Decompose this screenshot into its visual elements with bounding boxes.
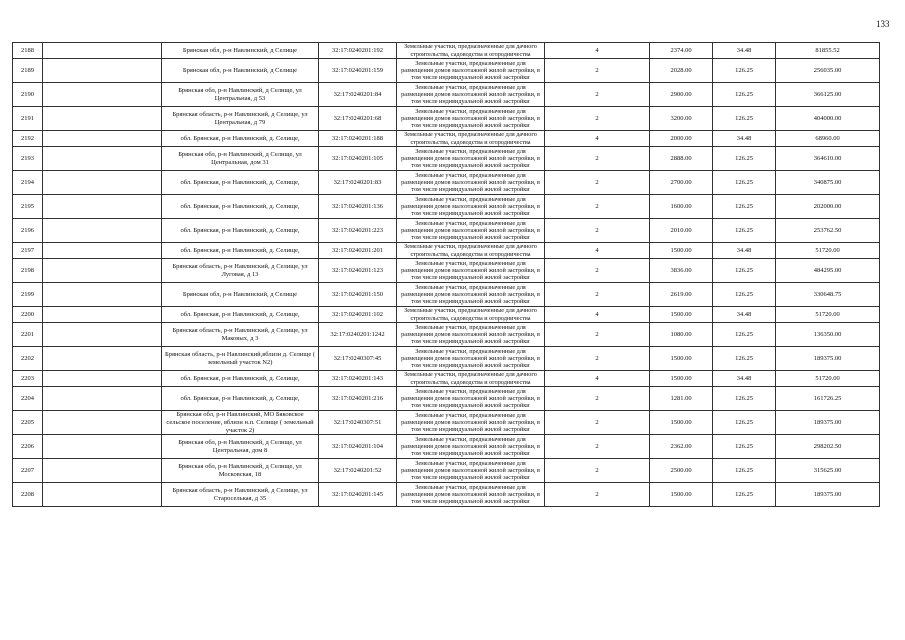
cadastral-value-cell: 404000.00 (776, 107, 880, 131)
area-cell: 2028.00 (650, 59, 713, 83)
cadastral-value-cell: 484295.00 (776, 259, 880, 283)
use-group-cell: 2 (545, 283, 650, 307)
area-cell: 3200.00 (650, 107, 713, 131)
table-row (13, 459, 880, 483)
address-cell: Брянская область, р-н Навлинский,вблизи д. Селище ( земельный участок N2) (162, 347, 319, 371)
specific-value-cell: 34.48 (713, 43, 776, 59)
cadastral-number-cell: 32:17:0240201:223 (319, 219, 397, 243)
cadastral-number-cell: 32:17:0240201:102 (319, 307, 397, 323)
area-cell: 2888.00 (650, 147, 713, 171)
address-cell: обл. Брянская, р-н Навлинский, д. Селище, (162, 371, 319, 387)
cadastral-number-cell: 32:17:0240201:188 (319, 131, 397, 147)
address-cell: обл. Брянская, р-н Навлинский, д. Селище, (162, 219, 319, 243)
table-row (13, 435, 880, 459)
address-cell: обл. Брянская, р-н Навлинский, д. Селище, (162, 243, 319, 259)
cadastral-number-cell: 32:17:0240201:159 (319, 59, 397, 83)
table-row (13, 171, 880, 195)
address-cell: Брянская обл, р-н Навлинский, д Селище, ул Центральная, д 53 (162, 83, 319, 107)
use-group-cell: 2 (545, 219, 650, 243)
row-number-cell: 2188 (13, 43, 43, 59)
use-group-cell: 2 (545, 435, 650, 459)
specific-value-cell: 126.25 (713, 59, 776, 83)
specific-value-cell: 126.25 (713, 147, 776, 171)
specific-value-cell: 126.25 (713, 411, 776, 435)
row-number-cell: 2207 (13, 459, 43, 483)
cadastral-number-cell: 32:17:0240201:1242 (319, 323, 397, 347)
land-use-purpose-cell: Земельные участки, предназначенные для размещения домов малоэтажной жилой застройки, в том числе индивидуальной жилой застройки (397, 323, 545, 347)
blank-cell (43, 411, 162, 435)
table-row (13, 147, 880, 171)
area-cell: 2900.00 (650, 83, 713, 107)
land-use-purpose-cell: Земельные участки, предназначенные для дачного строительства, садоводства и огородничества (397, 371, 545, 387)
cadastral-value-cell: 202000.00 (776, 195, 880, 219)
cadastral-number-cell: 32:17:0240201:104 (319, 435, 397, 459)
area-cell: 2374.00 (650, 43, 713, 59)
cadastral-value-cell: 256035.00 (776, 59, 880, 83)
table-row (13, 219, 880, 243)
use-group-cell: 2 (545, 147, 650, 171)
cadastral-value-cell: 330648.75 (776, 283, 880, 307)
land-use-purpose-cell: Земельные участки, предназначенные для размещения домов малоэтажной жилой застройки, в том числе индивидуальной жилой застройки (397, 483, 545, 507)
blank-cell (43, 147, 162, 171)
blank-cell (43, 483, 162, 507)
cadastral-number-cell: 32:17:0240201:150 (319, 283, 397, 307)
cadastral-number-cell: 32:17:0240201:84 (319, 83, 397, 107)
land-use-purpose-cell: Земельные участки, предназначенные для размещения домов малоэтажной жилой застройки, в том числе индивидуальной жилой застройки (397, 387, 545, 411)
land-use-purpose-cell: Земельные участки, предназначенные для дачного строительства, садоводства и огородничества (397, 243, 545, 259)
land-use-purpose-cell: Земельные участки, предназначенные для размещения домов малоэтажной жилой застройки, в том числе индивидуальной жилой застройки (397, 107, 545, 131)
specific-value-cell: 126.25 (713, 459, 776, 483)
blank-cell (43, 131, 162, 147)
land-use-purpose-cell: Земельные участки, предназначенные для размещения домов малоэтажной жилой застройки, в том числе индивидуальной жилой застройки (397, 195, 545, 219)
blank-cell (43, 107, 162, 131)
use-group-cell: 4 (545, 371, 650, 387)
table-row (13, 259, 880, 283)
row-number-cell: 2196 (13, 219, 43, 243)
row-number-cell: 2203 (13, 371, 43, 387)
specific-value-cell: 34.48 (713, 131, 776, 147)
cadastral-number-cell: 32:17:0240201:143 (319, 371, 397, 387)
land-use-purpose-cell: Земельные участки, предназначенные для размещения домов малоэтажной жилой застройки, в том числе индивидуальной жилой застройки (397, 459, 545, 483)
address-cell: Брянская область, р-н Навлинский, д Селище, ул Луговая, д 13 (162, 259, 319, 283)
blank-cell (43, 307, 162, 323)
address-cell: обл. Брянская, р-н Навлинский, д. Селище, (162, 387, 319, 411)
table-row (13, 387, 880, 411)
area-cell: 1500.00 (650, 307, 713, 323)
cadastral-number-cell: 32:17:0240201:68 (319, 107, 397, 131)
specific-value-cell: 126.25 (713, 83, 776, 107)
cadastral-value-cell: 81855.52 (776, 43, 880, 59)
row-number-cell: 2205 (13, 411, 43, 435)
blank-cell (43, 83, 162, 107)
address-cell: обл. Брянская, р-н Навлинский, д. Селище, (162, 131, 319, 147)
blank-cell (43, 347, 162, 371)
table-row (13, 411, 880, 435)
land-use-purpose-cell: Земельные участки, предназначенные для размещения домов малоэтажной жилой застройки, в том числе индивидуальной жилой застройки (397, 59, 545, 83)
area-cell: 2619.00 (650, 283, 713, 307)
cadastral-number-cell: 32:17:0240201:145 (319, 483, 397, 507)
specific-value-cell: 126.25 (713, 171, 776, 195)
specific-value-cell: 126.25 (713, 435, 776, 459)
area-cell: 1080.00 (650, 323, 713, 347)
table-row (13, 483, 880, 507)
area-cell: 3836.00 (650, 259, 713, 283)
table-row (13, 243, 880, 259)
row-number-cell: 2189 (13, 59, 43, 83)
address-cell: Брянская обл, р-н Навлинский, д Селище, ул Центральная, дом 8 (162, 435, 319, 459)
cadastral-value-cell: 68960.00 (776, 131, 880, 147)
land-use-purpose-cell: Земельные участки, предназначенные для размещения домов малоэтажной жилой застройки, в том числе индивидуальной жилой застройки (397, 171, 545, 195)
blank-cell (43, 435, 162, 459)
address-cell: Брянская область, р-н Навлинский, д Селище, ул Староселькая, д 35 (162, 483, 319, 507)
cadastral-number-cell: 32:17:0240201:105 (319, 147, 397, 171)
area-cell: 2010.00 (650, 219, 713, 243)
cadastral-number-cell: 32:17:0240201:123 (319, 259, 397, 283)
cadastral-value-cell: 253762.50 (776, 219, 880, 243)
row-number-cell: 2193 (13, 147, 43, 171)
blank-cell (43, 387, 162, 411)
area-cell: 1500.00 (650, 411, 713, 435)
blank-cell (43, 323, 162, 347)
address-cell: обл. Брянская, р-н Навлинский, д. Селище, (162, 171, 319, 195)
table-row (13, 307, 880, 323)
cadastral-value-cell: 315625.00 (776, 459, 880, 483)
blank-cell (43, 459, 162, 483)
specific-value-cell: 34.48 (713, 243, 776, 259)
area-cell: 1500.00 (650, 243, 713, 259)
address-cell: Брянская обл, р-н Навлинский, д Селище (162, 283, 319, 307)
cadastral-value-cell: 298202.50 (776, 435, 880, 459)
blank-cell (43, 59, 162, 83)
address-cell: обл. Брянская, р-н Навлинский, д. Селище, (162, 195, 319, 219)
cadastral-number-cell: 32:17:0240201:216 (319, 387, 397, 411)
specific-value-cell: 34.48 (713, 307, 776, 323)
area-cell: 1600.00 (650, 195, 713, 219)
area-cell: 1500.00 (650, 347, 713, 371)
use-group-cell: 2 (545, 259, 650, 283)
cadastral-value-cell: 161726.25 (776, 387, 880, 411)
row-number-cell: 2202 (13, 347, 43, 371)
use-group-cell: 2 (545, 323, 650, 347)
specific-value-cell: 126.25 (713, 107, 776, 131)
blank-cell (43, 195, 162, 219)
use-group-cell: 2 (545, 83, 650, 107)
specific-value-cell: 126.25 (713, 219, 776, 243)
specific-value-cell: 126.25 (713, 195, 776, 219)
table-row (13, 323, 880, 347)
cadastral-value-cell: 51720.00 (776, 371, 880, 387)
cadastral-number-cell: 32:17:0240201:83 (319, 171, 397, 195)
land-use-purpose-cell: Земельные участки, предназначенные для дачного строительства, садоводства и огородничества (397, 131, 545, 147)
specific-value-cell: 126.25 (713, 483, 776, 507)
row-number-cell: 2206 (13, 435, 43, 459)
area-cell: 2000.00 (650, 131, 713, 147)
row-number-cell: 2194 (13, 171, 43, 195)
land-use-purpose-cell: Земельные участки, предназначенные для размещения домов малоэтажной жилой застройки, в том числе индивидуальной жилой застройки (397, 283, 545, 307)
cadastral-value-cell: 136350.00 (776, 323, 880, 347)
cadastral-value-cell: 51720.00 (776, 307, 880, 323)
blank-cell (43, 243, 162, 259)
row-number-cell: 2208 (13, 483, 43, 507)
row-number-cell: 2201 (13, 323, 43, 347)
address-cell: Брянская обл, р-н Навлинский, д Селище, ул Московская, 18 (162, 459, 319, 483)
cadastral-number-cell: 32:17:0240201:52 (319, 459, 397, 483)
land-use-purpose-cell: Земельные участки, предназначенные для дачного строительства, садоводства и огородничества (397, 43, 545, 59)
specific-value-cell: 34.48 (713, 371, 776, 387)
row-number-cell: 2195 (13, 195, 43, 219)
cadastral-number-cell: 32:17:0240201:201 (319, 243, 397, 259)
land-use-purpose-cell: Земельные участки, предназначенные для размещения домов малоэтажной жилой застройки, в том числе индивидуальной жилой застройки (397, 347, 545, 371)
cadastral-number-cell: 32:17:0240307:45 (319, 347, 397, 371)
blank-cell (43, 219, 162, 243)
row-number-cell: 2199 (13, 283, 43, 307)
address-cell: Брянская обл, р-н Навлинский, д Селище (162, 59, 319, 83)
specific-value-cell: 126.25 (713, 259, 776, 283)
area-cell: 1281.00 (650, 387, 713, 411)
row-number-cell: 2197 (13, 243, 43, 259)
cadastral-value-cell: 189375.00 (776, 347, 880, 371)
blank-cell (43, 371, 162, 387)
use-group-cell: 4 (545, 307, 650, 323)
use-group-cell: 4 (545, 243, 650, 259)
area-cell: 2700.00 (650, 171, 713, 195)
area-cell: 2500.00 (650, 459, 713, 483)
row-number-cell: 2192 (13, 131, 43, 147)
use-group-cell: 2 (545, 347, 650, 371)
specific-value-cell: 126.25 (713, 347, 776, 371)
use-group-cell: 2 (545, 195, 650, 219)
land-use-purpose-cell: Земельные участки, предназначенные для размещения домов малоэтажной жилой застройки, в том числе индивидуальной жилой застройки (397, 411, 545, 435)
address-cell: Брянская обл, р-н Навлинский, МО Бяковское сельское поселение, вблизи н.п. Селище ( земельный участок 2) (162, 411, 319, 435)
address-cell: Брянская обл, р-н Навлинский, д Селище, ул Центральная, дом 31 (162, 147, 319, 171)
use-group-cell: 4 (545, 43, 650, 59)
address-cell: Брянская обл, р-н Навлинский, д Селище (162, 43, 319, 59)
specific-value-cell: 126.25 (713, 323, 776, 347)
row-number-cell: 2200 (13, 307, 43, 323)
table-row (13, 371, 880, 387)
table-row (13, 347, 880, 371)
use-group-cell: 2 (545, 483, 650, 507)
cadastral-value-cell: 340875.00 (776, 171, 880, 195)
land-use-purpose-cell: Земельные участки, предназначенные для размещения домов малоэтажной жилой застройки, в том числе индивидуальной жилой застройки (397, 435, 545, 459)
use-group-cell: 2 (545, 59, 650, 83)
cadastral-number-cell: 32:17:0240201:136 (319, 195, 397, 219)
specific-value-cell: 126.25 (713, 387, 776, 411)
row-number-cell: 2198 (13, 259, 43, 283)
address-cell: Брянская область, р-н Навлинский, д Селище, ул Маковых, д 3 (162, 323, 319, 347)
table-row (13, 131, 880, 147)
area-cell: 1500.00 (650, 371, 713, 387)
land-plot-table (12, 42, 880, 507)
row-number-cell: 2191 (13, 107, 43, 131)
use-group-cell: 4 (545, 131, 650, 147)
use-group-cell: 2 (545, 387, 650, 411)
cadastral-value-cell: 51720.00 (776, 243, 880, 259)
use-group-cell: 2 (545, 171, 650, 195)
table-row (13, 59, 880, 83)
address-cell: обл. Брянская, р-н Навлинский, д. Селище, (162, 307, 319, 323)
area-cell: 1500.00 (650, 483, 713, 507)
land-use-purpose-cell: Земельные участки, предназначенные для дачного строительства, садоводства и огородничества (397, 307, 545, 323)
row-number-cell: 2190 (13, 83, 43, 107)
cadastral-value-cell: 189375.00 (776, 411, 880, 435)
blank-cell (43, 283, 162, 307)
use-group-cell: 2 (545, 459, 650, 483)
table-row (13, 107, 880, 131)
table-row (13, 283, 880, 307)
use-group-cell: 2 (545, 107, 650, 131)
cadastral-number-cell: 32:17:0240201:192 (319, 43, 397, 59)
specific-value-cell: 126.25 (713, 283, 776, 307)
page-number: 133 (876, 19, 890, 29)
table-row (13, 195, 880, 219)
cadastral-value-cell: 364610.00 (776, 147, 880, 171)
cadastral-number-cell: 32:17:0240307:51 (319, 411, 397, 435)
blank-cell (43, 259, 162, 283)
area-cell: 2362.00 (650, 435, 713, 459)
table-row (13, 43, 880, 59)
land-use-purpose-cell: Земельные участки, предназначенные для размещения домов малоэтажной жилой застройки, в том числе индивидуальной жилой застройки (397, 83, 545, 107)
cadastral-value-cell: 366125.00 (776, 83, 880, 107)
land-use-purpose-cell: Земельные участки, предназначенные для размещения домов малоэтажной жилой застройки, в том числе индивидуальной жилой застройки (397, 259, 545, 283)
use-group-cell: 2 (545, 411, 650, 435)
address-cell: Брянская область, р-н Навлинский, д Селище, ул Центральная, д 79 (162, 107, 319, 131)
row-number-cell: 2204 (13, 387, 43, 411)
land-use-purpose-cell: Земельные участки, предназначенные для размещения домов малоэтажной жилой застройки, в том числе индивидуальной жилой застройки (397, 219, 545, 243)
table-row (13, 83, 880, 107)
land-use-purpose-cell: Земельные участки, предназначенные для размещения домов малоэтажной жилой застройки, в том числе индивидуальной жилой застройки (397, 147, 545, 171)
blank-cell (43, 43, 162, 59)
blank-cell (43, 171, 162, 195)
cadastral-value-cell: 189375.00 (776, 483, 880, 507)
